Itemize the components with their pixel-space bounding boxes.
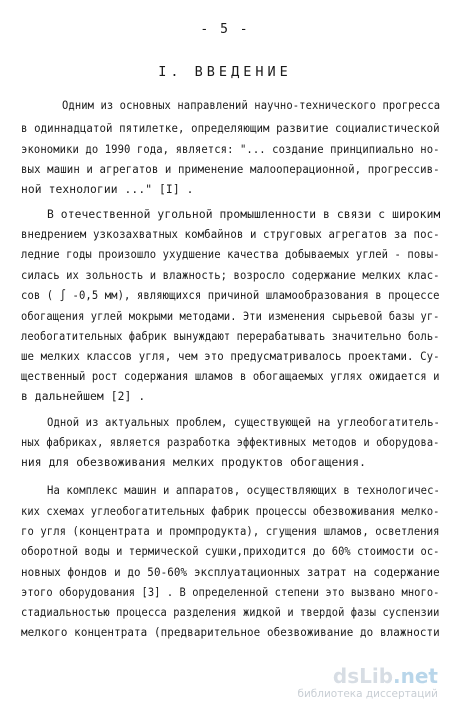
text-line: щественный рост содержания шламов в обогащаемых углях ожидается и (21, 370, 440, 383)
text-line: ше мелких классов угля, чем это предусматривалось проектами. Су- (21, 350, 440, 363)
text-line: ных фабриках, является разработка эффективных методов и оборудова- (21, 436, 440, 449)
text-line: ной технологии ..." [I] . (21, 183, 194, 196)
text-line: В отечественной угольной промышленности в связи с широким (47, 208, 441, 221)
text-line: вых машин и агрегатов и применение малооперационной, прогрессив- (21, 163, 440, 176)
text-line: Одним из основных направлений научно-технического прогресса (62, 99, 441, 112)
text-line: внедрением узкозахватных комбайнов и струговых агрегатов за пос- (21, 228, 440, 241)
watermark-logo: dsLib.net (332, 664, 438, 688)
text-line: Одной из актуальных проблем, существующей на углеобогатитель- (47, 416, 440, 429)
text-line: ких схемах углеобогатительных фабрик процессы обезвоживания мелко- (21, 505, 440, 518)
text-line: экономики до 1990 года, является: "... создание принципиально но- (21, 143, 440, 156)
text-line: в одиннадцатой пятилетке, определяющим развитие социалистической (21, 122, 440, 135)
text-line: силась их зольность и влажность; возросло содержание мелких клас- (21, 269, 440, 282)
text-line: мелкого концентрата (предварительное обезвоживание до влажности (21, 626, 440, 639)
text-line: ния для обезвоживания мелких продуктов обогащения. (21, 456, 367, 469)
text-line: На комплекс машин и аппаратов, осуществляющих в технологичес- (47, 484, 440, 497)
dslib-watermark (297, 666, 438, 700)
text-line: обогащения углей мокрыми методами. Эти изменения сырьевой базы уг- (21, 310, 440, 323)
text-line: стадиальностью процесса разделения жидкой и твердой фазы суспензии (21, 606, 440, 619)
text-line: новных фондов и до 50-60% эксплуатационных затрат на содержание (21, 566, 440, 579)
text-line: ледние годы произошло ухудшение качества добываемых углей - повы- (21, 248, 440, 261)
text-line: этого оборудования [3] . В определенной степени это вызвано много- (21, 586, 440, 599)
text-line: го угля (концентрата и промпродукта), сгущения шламов, осветления (21, 525, 440, 538)
text-line: леобогатительных фабрик вынуждают перерабатывать значительно боль- (21, 330, 440, 343)
watermark-caption: библиотека диссертаций (297, 688, 438, 700)
page-number: - 5 - (200, 22, 250, 37)
text-line: оборотной воды и термической сушки,приходится до 60% стоимости ос- (21, 545, 440, 558)
text-line: сов ( ∫ -0,5 мм), являющихся причиной шламообразования в процессе (21, 289, 440, 302)
text-line: в дальнейшем [2] . (21, 390, 146, 403)
section-heading: I. ВВЕДЕНИЕ (158, 64, 292, 80)
